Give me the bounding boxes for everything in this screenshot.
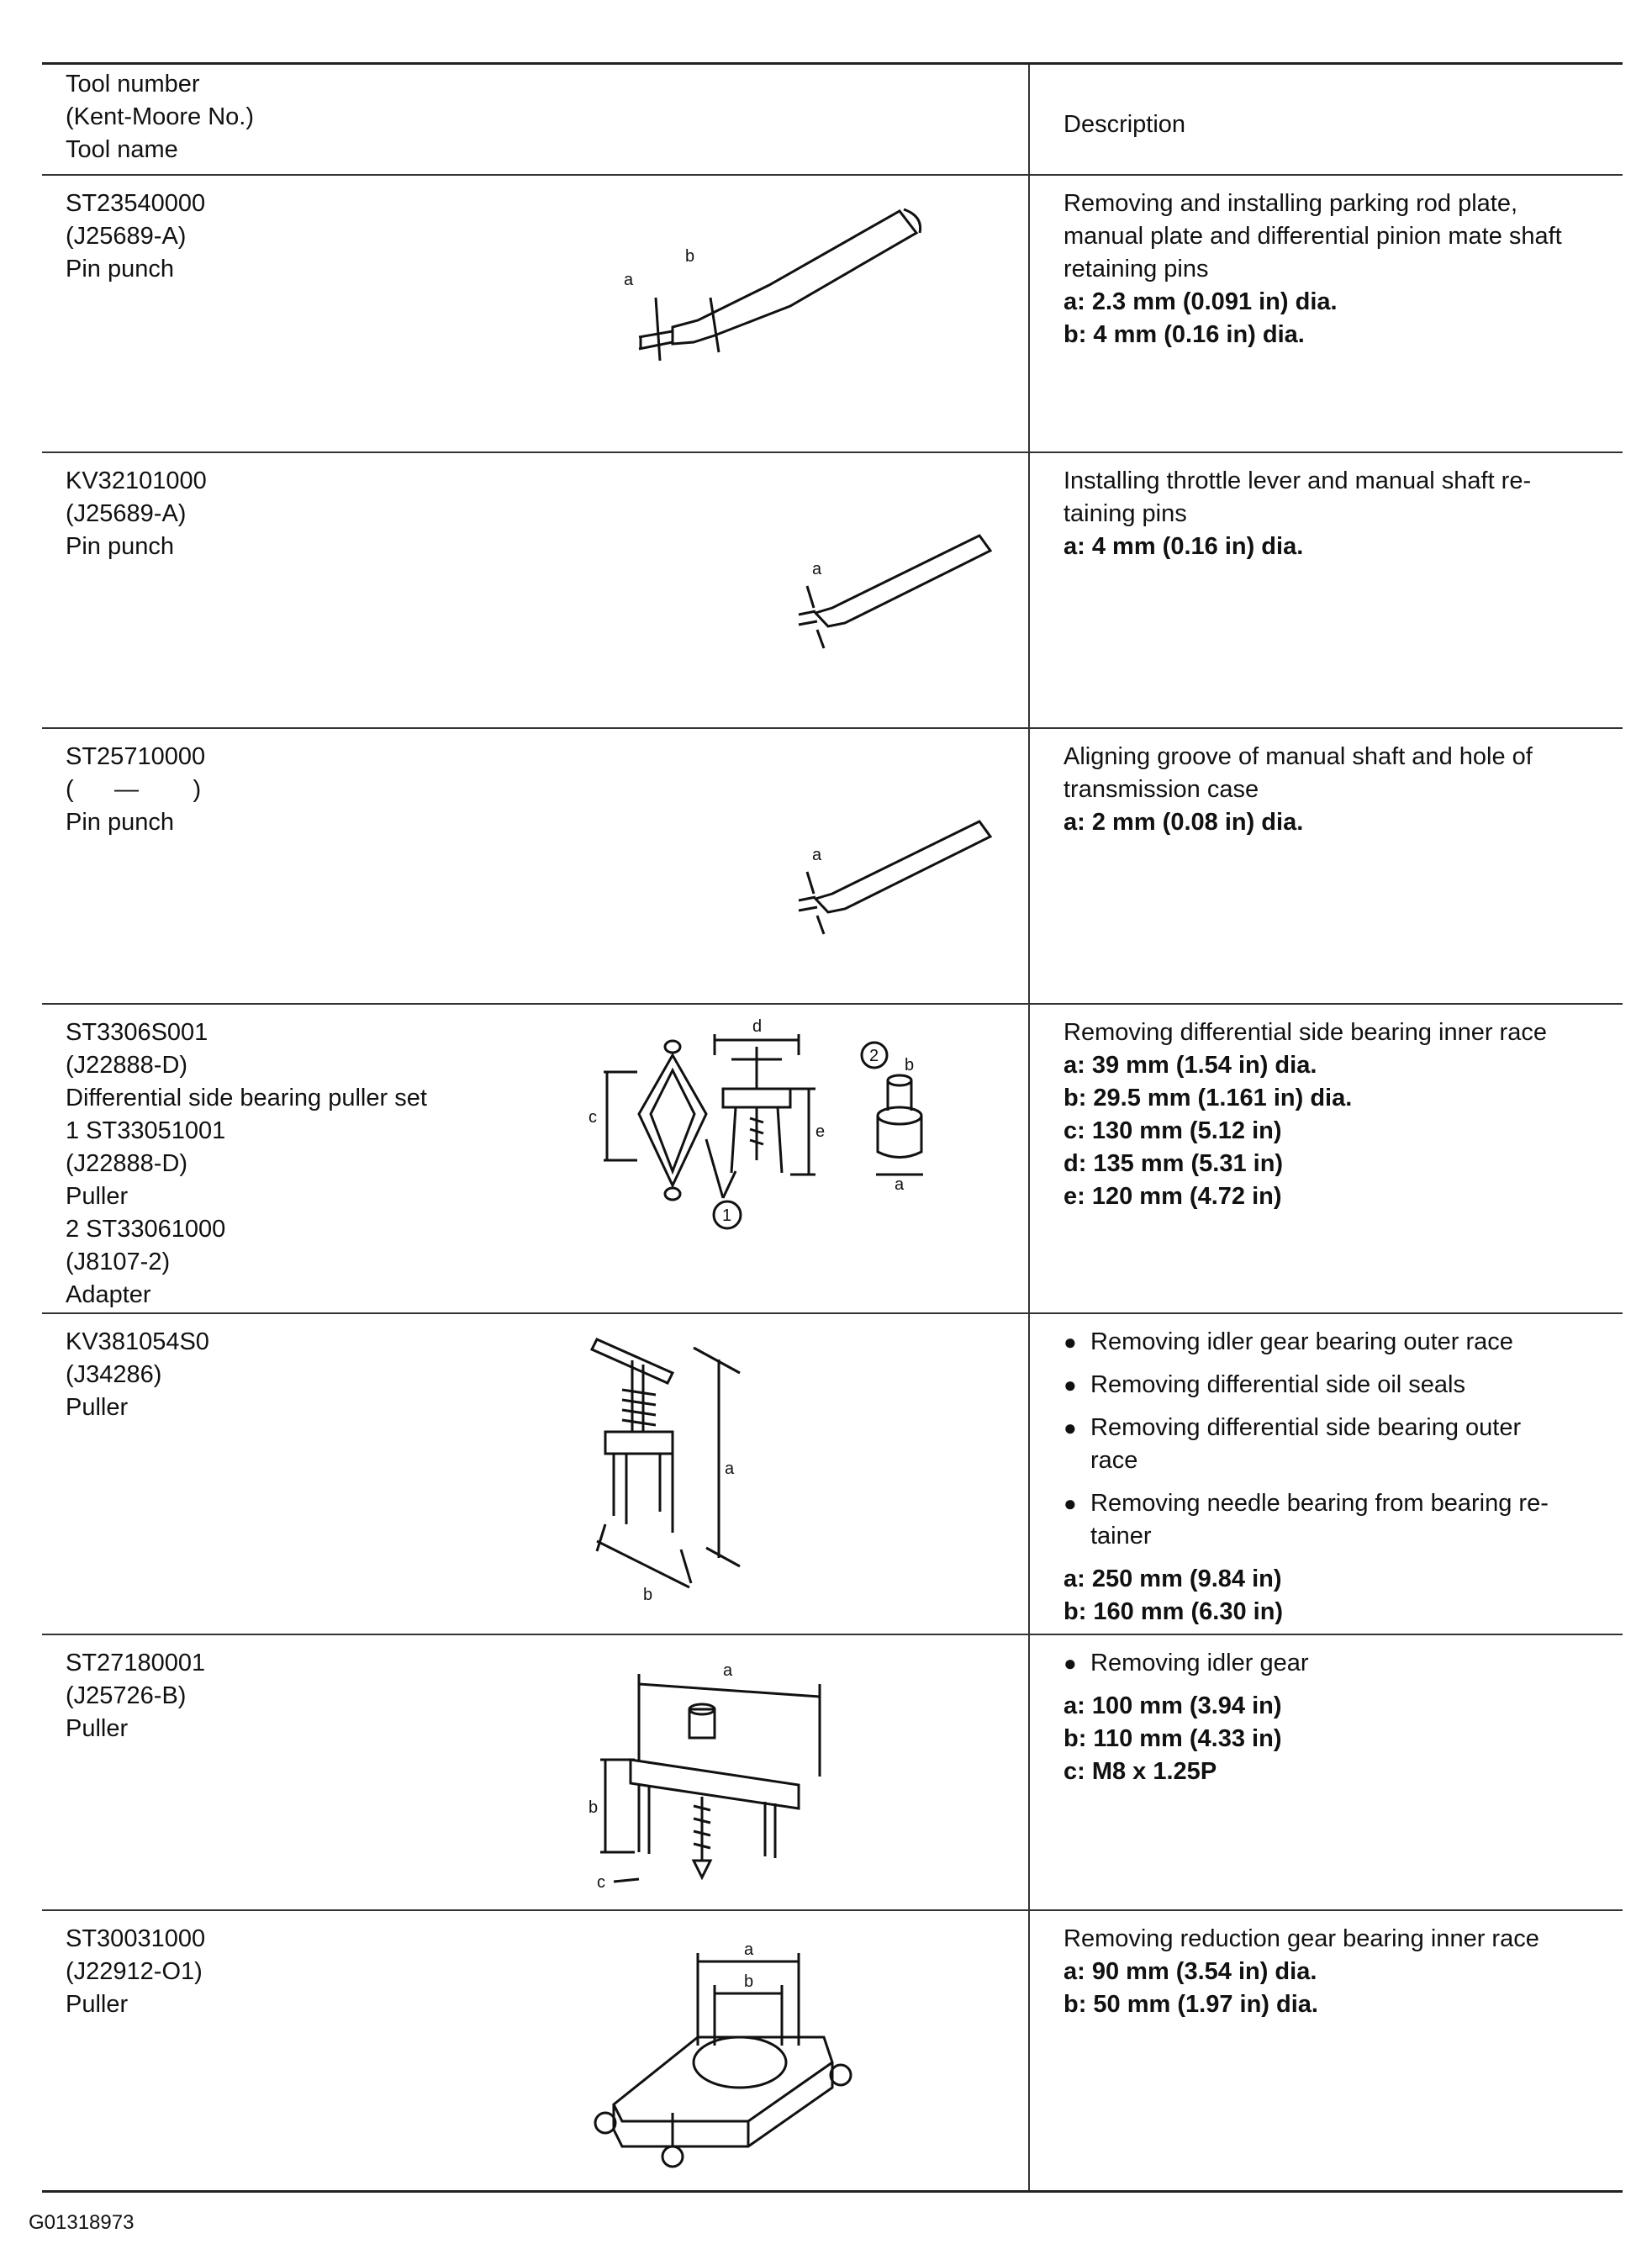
figure-code: G01318973 — [29, 2211, 135, 2234]
header-tool-number: Tool number — [66, 71, 200, 98]
puller-illustration — [588, 1659, 841, 1898]
dimension-b: b: 50 mm (1.97 in) dia. — [1064, 1991, 1318, 2018]
dimension-a: a: 250 mm (9.84 in) — [1064, 1565, 1282, 1592]
dim-label-a: a — [723, 1661, 733, 1680]
description-line: Removing and installing parking rod plate, — [1064, 190, 1518, 217]
dimension-b: b: 29.5 mm (1.161 in) dia. — [1064, 1085, 1353, 1111]
puller-illustration — [580, 1936, 866, 2176]
table-row — [42, 176, 1623, 453]
dim-label-a: a — [624, 271, 634, 289]
dimension-a: a: 90 mm (3.54 in) dia. — [1064, 1958, 1317, 1985]
dimension-b: b: 160 mm (6.30 in) — [1064, 1598, 1284, 1625]
callout-2: 2 — [869, 1047, 879, 1065]
special-tools-table — [42, 62, 1623, 2193]
tool-name: Pin punch — [66, 533, 174, 560]
kent-moore-number: (J34286) — [66, 1361, 162, 1388]
bullet-item — [1064, 1647, 1597, 1680]
tool-name: Puller — [66, 1715, 129, 1742]
tool-number: ST23540000 — [66, 190, 206, 217]
tool-name: Pin punch — [66, 256, 174, 282]
bullet-icon: ● — [1064, 1491, 1077, 1516]
tool-number: KV32101000 — [66, 467, 207, 494]
dimension-b: b: 110 mm (4.33 in) — [1064, 1725, 1282, 1752]
description-line: retaining pins — [1064, 256, 1209, 282]
dim-label-a: a — [812, 560, 822, 578]
bullet-text: Removing differential side oil seals — [1090, 1371, 1465, 1398]
bearing-puller-set-illustration — [588, 1017, 958, 1270]
kent-moore-number: ( — ) — [66, 776, 202, 803]
kent-moore-number: (J25726-B) — [66, 1682, 187, 1709]
kent-moore-number: (J22912-O1) — [66, 1958, 203, 1985]
tool-number: KV381054S0 — [66, 1328, 209, 1355]
tool-name: Pin punch — [66, 809, 174, 836]
callout-1: 1 — [722, 1206, 732, 1225]
dimension-e: e: 120 mm (4.72 in) — [1064, 1183, 1282, 1210]
component-2-number: 2 ST33061000 — [66, 1216, 226, 1243]
header-tool-cell — [42, 65, 1030, 174]
table-row — [42, 1911, 1623, 2190]
dim-label-b: b — [685, 247, 695, 266]
dim-label-b: b — [588, 1798, 599, 1817]
bullet-item — [1064, 1326, 1597, 1359]
dim-label-a: a — [812, 846, 822, 864]
table-row — [42, 1314, 1623, 1635]
description-line: Aligning groove of manual shaft and hole of — [1064, 743, 1533, 770]
dimension-d: d: 135 mm (5.31 in) — [1064, 1150, 1284, 1177]
component-2-kent-moore: (J8107-2) — [66, 1249, 171, 1275]
header-tool-name: Tool name — [66, 136, 178, 163]
kent-moore-number: (J25689-A) — [66, 223, 187, 250]
table-row — [42, 729, 1623, 1005]
bullet-text: race — [1090, 1447, 1138, 1474]
tool-name: Puller — [66, 1394, 129, 1421]
table-row — [42, 1635, 1623, 1911]
dim-label-c: c — [588, 1108, 597, 1127]
tool-number: ST25710000 — [66, 743, 206, 770]
kent-moore-number: (J22888-D) — [66, 1052, 188, 1079]
dimension-b: b: 4 mm (0.16 in) dia. — [1064, 321, 1305, 348]
bullet-icon: ● — [1064, 1415, 1077, 1440]
bullet-text: Removing needle bearing from bearing re- — [1090, 1490, 1549, 1517]
description-line: manual plate and differential pinion mate shaft — [1064, 223, 1562, 250]
description-line: Installing throttle lever and manual shaft re- — [1064, 467, 1532, 494]
tool-number: ST27180001 — [66, 1650, 206, 1676]
pin-punch-illustration — [765, 520, 1000, 676]
dimension-c: c: M8 x 1.25P — [1064, 1758, 1217, 1785]
header-kent-moore: (Kent-Moore No.) — [66, 103, 255, 130]
bullet-text: Removing idler gear bearing outer race — [1090, 1328, 1513, 1355]
bullet-text: tainer — [1090, 1523, 1152, 1550]
kent-moore-number: (J25689-A) — [66, 500, 187, 527]
dim-label-d: d — [752, 1017, 763, 1036]
description-line: Removing differential side bearing inner race — [1064, 1019, 1547, 1046]
bullet-icon: ● — [1064, 1329, 1077, 1354]
dim-label-b: b — [905, 1056, 915, 1074]
dim-label-b: b — [744, 1972, 754, 1991]
dim-label-a: a — [744, 1940, 754, 1959]
component-1-number: 1 ST33051001 — [66, 1117, 226, 1144]
dimension-a: a: 2.3 mm (0.091 in) dia. — [1064, 288, 1338, 315]
tool-number: ST3306S001 — [66, 1019, 208, 1046]
tool-name: Puller — [66, 1991, 129, 2018]
component-1-name: Puller — [66, 1183, 129, 1210]
description-line: transmission case — [1064, 776, 1259, 803]
tool-number: ST30031000 — [66, 1925, 206, 1952]
description-line: Removing reduction gear bearing inner race — [1064, 1925, 1539, 1952]
puller-illustration — [580, 1331, 782, 1613]
table-row — [42, 1005, 1623, 1314]
dimension-a: a: 4 mm (0.16 in) dia. — [1064, 533, 1304, 560]
component-2-name: Adapter — [66, 1281, 151, 1308]
header-description: Description — [1064, 111, 1186, 138]
pin-punch-illustration — [765, 806, 1000, 962]
bullet-text: Removing differential side bearing outer — [1090, 1414, 1522, 1441]
pin-punch-illustration — [546, 193, 933, 399]
dim-label-b: b — [643, 1586, 653, 1604]
table-row — [42, 453, 1623, 729]
dim-label-a: a — [895, 1175, 905, 1194]
bullet-text: Removing idler gear — [1090, 1650, 1309, 1676]
dim-label-c: c — [597, 1873, 605, 1892]
dimension-c: c: 130 mm (5.12 in) — [1064, 1117, 1282, 1144]
dimension-a: a: 39 mm (1.54 in) dia. — [1064, 1052, 1317, 1079]
bullet-item — [1064, 1487, 1597, 1553]
dimension-a: a: 2 mm (0.08 in) dia. — [1064, 809, 1304, 836]
component-1-kent-moore: (J22888-D) — [66, 1150, 188, 1177]
bullet-icon: ● — [1064, 1372, 1077, 1397]
bullet-icon: ● — [1064, 1650, 1077, 1676]
bullet-item — [1064, 1369, 1597, 1402]
dim-label-e: e — [815, 1122, 826, 1141]
bullet-item — [1064, 1412, 1597, 1477]
description-line: taining pins — [1064, 500, 1187, 527]
dimension-a: a: 100 mm (3.94 in) — [1064, 1692, 1282, 1719]
table-header-row — [42, 65, 1623, 176]
dim-label-a: a — [725, 1460, 735, 1478]
tool-name: Differential side bearing puller set — [66, 1085, 427, 1111]
